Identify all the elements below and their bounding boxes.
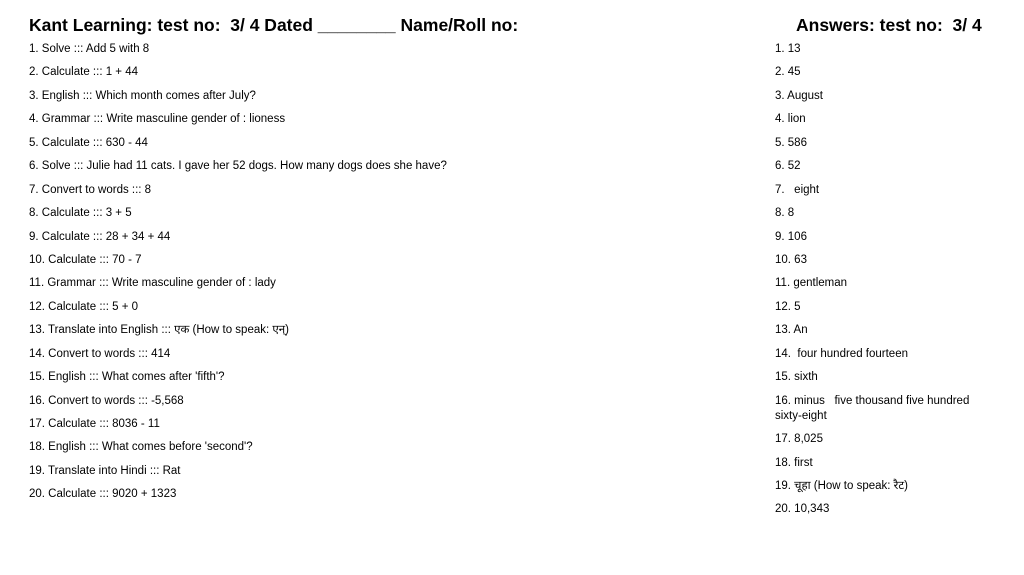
question-item: 11. Grammar ::: Write masculine gender of : lady — [29, 277, 276, 290]
question-item: 14. Convert to words ::: 414 — [29, 347, 171, 360]
question-item: 9. Calculate ::: 28 + 34 + 44 — [29, 230, 171, 243]
answer-item: 11. gentleman — [775, 277, 848, 290]
question-item: 6. Solve ::: Julie had 11 cats. I gave her 52 dogs. How many dogs does she have? — [29, 160, 447, 173]
answer-item: 10. 63 — [775, 253, 807, 266]
answer-item: 12. 5 — [775, 300, 801, 313]
question-item: 1. Solve ::: Add 5 with 8 — [29, 43, 150, 55]
question-item: 17. Calculate ::: 8036 - 11 — [29, 418, 160, 430]
question-list — [29, 42, 729, 511]
question-item: 4. Grammar ::: Write masculine gender of : lioness — [29, 113, 286, 126]
answer-item: 19. चूहा (How to speak: रैट) — [775, 480, 908, 493]
answer-item: 1. 13 — [775, 43, 801, 55]
answer-item: 3. August — [775, 89, 823, 102]
question-item: 7. Convert to words ::: 8 — [29, 183, 152, 196]
answer-item: 4. lion — [775, 113, 806, 126]
answer-item: 8. 8 — [775, 207, 795, 220]
answer-item: 16. minus five thousand five hundred sixty-eight — [775, 394, 973, 422]
test-title: Kant Learning: test no: 3/ 4 Dated ________ Name/Roll no: — [29, 15, 519, 35]
question-item: 18. English ::: What comes before 'second'? — [29, 441, 253, 454]
question-item: 5. Calculate ::: 630 - 44 — [29, 136, 148, 149]
question-item: 10. Calculate ::: 70 - 7 — [29, 253, 142, 266]
answer-item: 15. sixth — [775, 371, 818, 384]
answers-title: Answers: test no: 3/ 4 — [796, 15, 982, 35]
answer-item: 17. 8,025 — [775, 433, 823, 446]
answer-item: 20. 10,343 — [775, 503, 830, 516]
answer-item: 5. 586 — [775, 136, 807, 149]
answer-item: 14. four hundred fourteen — [775, 347, 908, 360]
answer-item: 2. 45 — [775, 66, 801, 79]
answer-item: 18. first — [775, 456, 813, 469]
question-item: 15. English ::: What comes after 'fifth'? — [29, 371, 225, 384]
question-item: 8. Calculate ::: 3 + 5 — [29, 207, 132, 220]
answer-item: 6. 52 — [775, 160, 801, 173]
question-item: 19. Translate into Hindi ::: Rat — [29, 464, 181, 477]
answer-item: 7. eight — [775, 183, 820, 196]
answer-item: 13. An — [775, 324, 808, 337]
question-item: 12. Calculate ::: 5 + 0 — [29, 300, 138, 313]
question-item: 16. Convert to words ::: -5,568 — [29, 394, 184, 407]
answer-item: 9. 106 — [775, 230, 807, 243]
question-item: 13. Translate into English ::: एक (How to speak: एन्) — [29, 324, 289, 337]
question-item: 20. Calculate ::: 9020 + 1323 — [29, 488, 177, 501]
question-item: 3. English ::: Which month comes after July? — [29, 89, 256, 102]
question-item: 2. Calculate ::: 1 + 44 — [29, 66, 138, 79]
answer-list — [775, 42, 975, 526]
